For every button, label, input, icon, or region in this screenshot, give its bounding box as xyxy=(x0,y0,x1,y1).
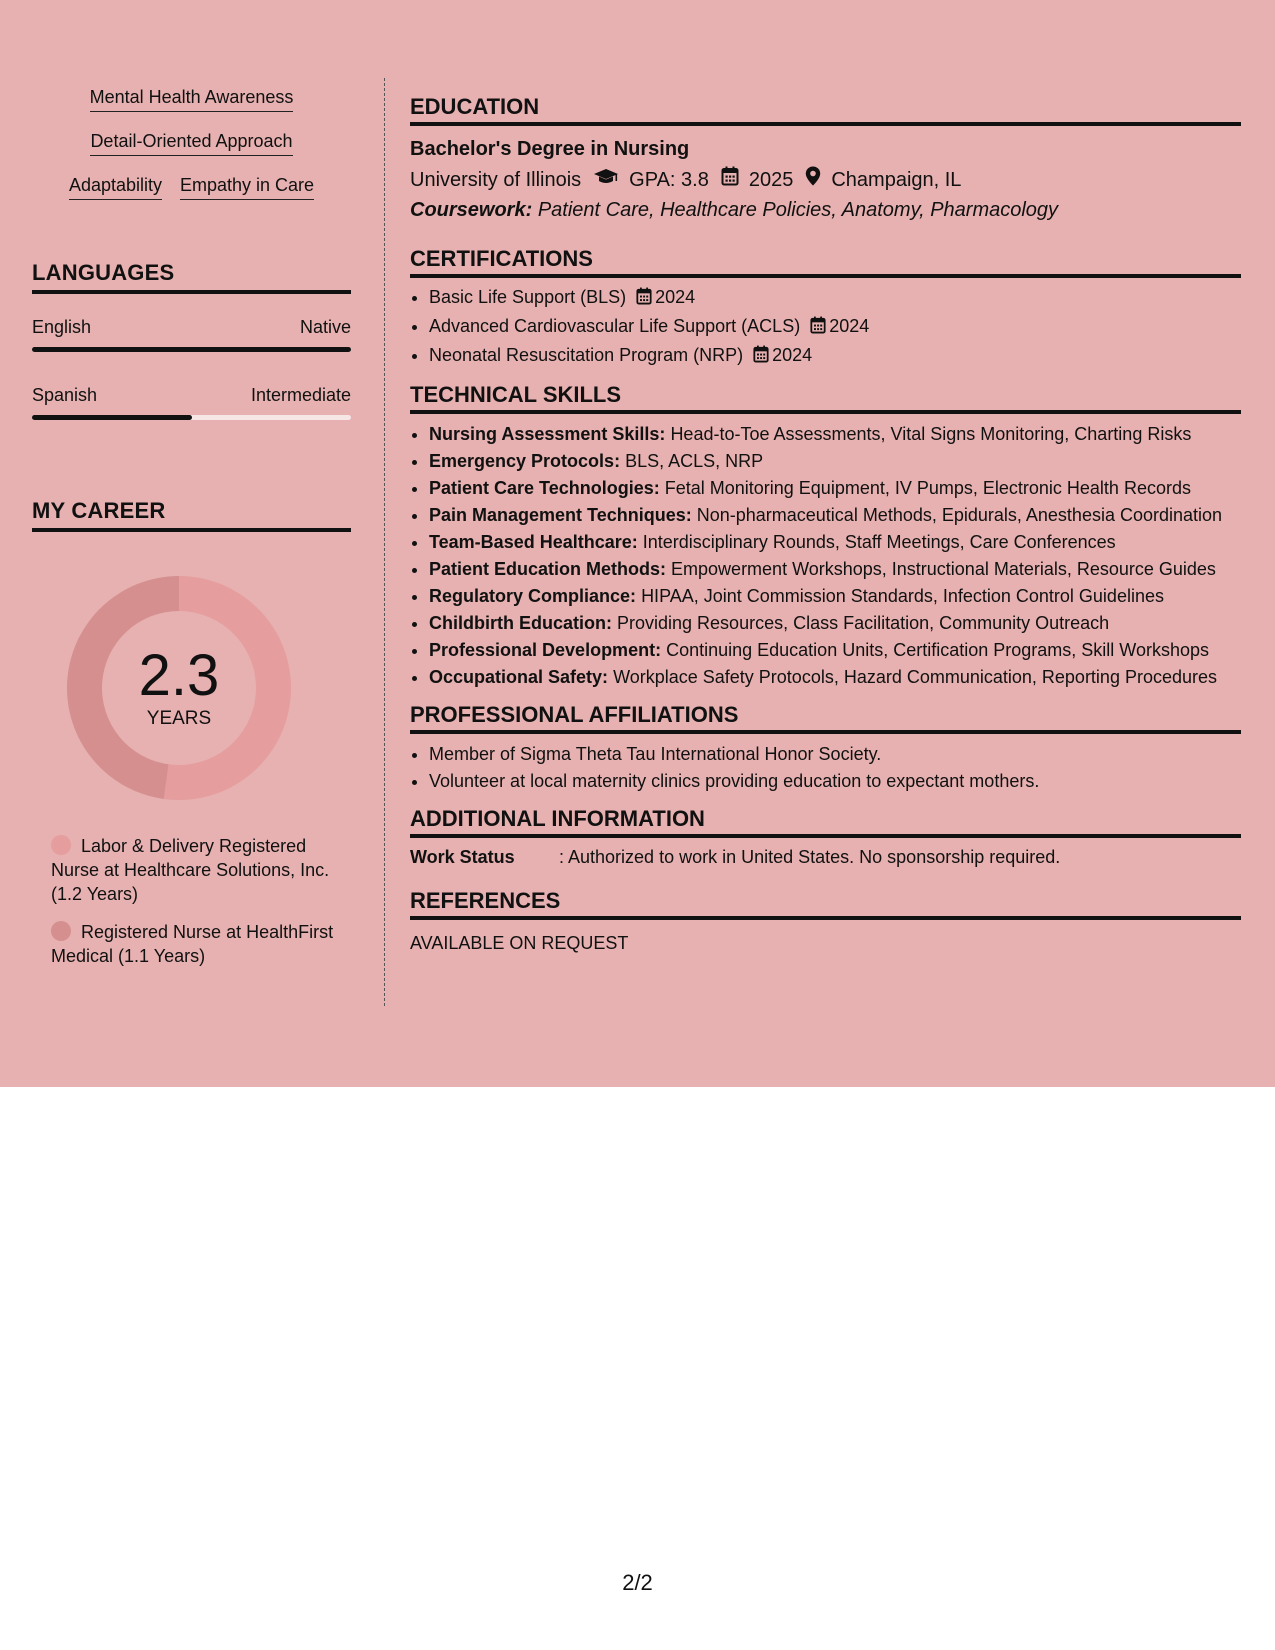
language-bar xyxy=(32,415,351,420)
skill-text: HIPAA, Joint Commission Standards, Infection Control Guidelines xyxy=(641,586,1164,606)
skill-tag: Mental Health Awareness xyxy=(90,86,294,112)
career-legend-label: Registered Nurse at HealthFirst Medical (1.1 Years) xyxy=(51,922,334,966)
graduation-cap-icon xyxy=(593,166,619,194)
language-entry xyxy=(32,384,351,420)
language-level: Intermediate xyxy=(250,385,351,405)
technical-skill-item xyxy=(429,612,1241,634)
work-status-row xyxy=(410,846,1241,868)
languages-heading: LANGUAGES xyxy=(32,260,351,294)
skill-text: BLS, ACLS, NRP xyxy=(625,451,764,471)
career-legend-item xyxy=(51,834,341,906)
certification-name: Basic Life Support (BLS) xyxy=(429,287,627,307)
career-heading: MY CAREER xyxy=(32,498,351,532)
coursework-label: Coursework: xyxy=(410,199,533,221)
skill-label: Childbirth Education: xyxy=(429,613,612,633)
technical-skill-item xyxy=(429,477,1241,499)
affiliation-item: • Member of Sigma Theta Tau International Honor Society. xyxy=(429,743,1241,765)
career-total-years: 2.3 xyxy=(138,643,220,708)
skill-text: Workplace Safety Protocols, Hazard Communication, Reporting Procedures xyxy=(613,667,1218,687)
certification-year: 2024 xyxy=(655,287,696,307)
skill-label: Regulatory Compliance: xyxy=(429,586,637,606)
skill-text: Empowerment Workshops, Instructional Materials, Resource Guides xyxy=(671,559,1216,579)
calendar-icon xyxy=(721,166,739,194)
affiliation-item: • Volunteer at local maternity clinics providing education to expectant mothers. xyxy=(429,770,1241,792)
career-legend-label: Labor & Delivery Registered Nurse at Healthcare Solutions, Inc. (1.2 Years) xyxy=(51,836,330,904)
technical-skill-item xyxy=(429,504,1241,526)
legend-dot-icon xyxy=(51,921,71,941)
language-name: Spanish xyxy=(32,385,98,405)
skill-label: Patient Care Technologies: xyxy=(429,478,660,498)
skill-label: Nursing Assessment Skills: xyxy=(429,424,666,444)
language-entry xyxy=(32,316,351,352)
skill-label: Patient Education Methods: xyxy=(429,559,667,579)
technical-skill-item xyxy=(429,558,1241,580)
language-bar-fill xyxy=(32,347,351,352)
page-number: 2/2 xyxy=(622,1570,653,1595)
work-status-label: Work Status xyxy=(410,847,515,867)
technical-skills-heading: TECHNICAL SKILLS xyxy=(410,382,1241,414)
certification-year: 2024 xyxy=(829,316,870,336)
coursework-list: Patient Care, Healthcare Policies, Anatomy, Pharmacology xyxy=(537,199,1059,221)
calendar-icon xyxy=(636,287,652,310)
graduation-year: 2025 xyxy=(748,169,794,191)
technical-skill-item xyxy=(429,666,1241,688)
certifications-heading: CERTIFICATIONS xyxy=(410,246,1241,278)
affiliations-heading: PROFESSIONAL AFFILIATIONS xyxy=(410,702,1241,734)
skill-label: Pain Management Techniques: xyxy=(429,505,692,525)
education-heading: EDUCATION xyxy=(410,94,1241,126)
skill-text: Continuing Education Units, Certification Programs, Skill Workshops xyxy=(666,640,1209,660)
career-total-unit: YEARS xyxy=(146,708,212,729)
school-location: Champaign, IL xyxy=(831,169,962,191)
skill-text: Head-to-Toe Assessments, Vital Signs Monitoring, Charting Risks xyxy=(670,424,1192,444)
technical-skill-item xyxy=(429,585,1241,607)
language-bar-fill xyxy=(32,415,192,420)
certification-item xyxy=(429,286,1241,310)
technical-skill-item xyxy=(429,639,1241,661)
skill-text: Non-pharmaceutical Methods, Epidurals, Anesthesia Coordination xyxy=(696,505,1223,525)
soft-skills xyxy=(32,86,351,218)
skill-text: Interdisciplinary Rounds, Staff Meetings, Care Conferences xyxy=(642,532,1116,552)
skill-tag: Detail-Oriented Approach xyxy=(90,130,292,156)
certification-item xyxy=(429,344,1241,368)
technical-skill-item xyxy=(429,531,1241,553)
technical-skill-item xyxy=(429,450,1241,472)
language-name: English xyxy=(32,317,92,337)
certification-year: 2024 xyxy=(772,345,813,365)
skill-tag: Adaptability xyxy=(69,174,162,200)
affiliations-section xyxy=(410,702,1241,792)
technical-skills-section xyxy=(410,382,1241,688)
technical-skill-item xyxy=(429,423,1241,445)
calendar-icon xyxy=(753,345,769,368)
sidebar xyxy=(32,86,351,982)
gpa: GPA: 3.8 xyxy=(629,169,709,191)
map-pin-icon xyxy=(805,166,821,194)
education-details xyxy=(410,166,1241,194)
certification-name: Neonatal Resuscitation Program (NRP) xyxy=(429,345,744,365)
additional-info-heading: ADDITIONAL INFORMATION xyxy=(410,806,1241,838)
language-bar xyxy=(32,347,351,352)
calendar-icon xyxy=(810,316,826,339)
career-legend-item xyxy=(51,920,341,968)
skill-tag: Empathy in Care xyxy=(180,174,314,200)
legend-dot-icon xyxy=(51,835,71,855)
main-column xyxy=(410,94,1241,968)
skill-text: Providing Resources, Class Facilitation, Community Outreach xyxy=(617,613,1110,633)
column-divider xyxy=(384,78,385,1006)
certification-item xyxy=(429,315,1241,339)
references-text: AVAILABLE ON REQUEST xyxy=(410,933,629,953)
skill-text: Fetal Monitoring Equipment, IV Pumps, Electronic Health Records xyxy=(664,478,1191,498)
education-section xyxy=(410,94,1241,224)
certifications-section xyxy=(410,246,1241,368)
certification-name: Advanced Cardiovascular Life Support (ACLS) xyxy=(429,316,801,336)
work-status-value: : Authorized to work in United States. No sponsorship required. xyxy=(559,847,1061,867)
career-legend xyxy=(51,834,341,968)
additional-info-section xyxy=(410,806,1241,868)
skill-label: Team-Based Healthcare: xyxy=(429,532,638,552)
language-level: Native xyxy=(299,317,351,337)
skill-label: Emergency Protocols: xyxy=(429,451,621,471)
school-name: University of Illinois xyxy=(410,169,582,191)
references-section xyxy=(410,888,1241,954)
skill-label: Occupational Safety: xyxy=(429,667,609,687)
degree-title: Bachelor's Degree in Nursing xyxy=(410,138,690,160)
references-heading: REFERENCES xyxy=(410,888,1241,920)
coursework xyxy=(410,196,1241,224)
skill-label: Professional Development: xyxy=(429,640,662,660)
career-donut-chart xyxy=(67,576,291,800)
